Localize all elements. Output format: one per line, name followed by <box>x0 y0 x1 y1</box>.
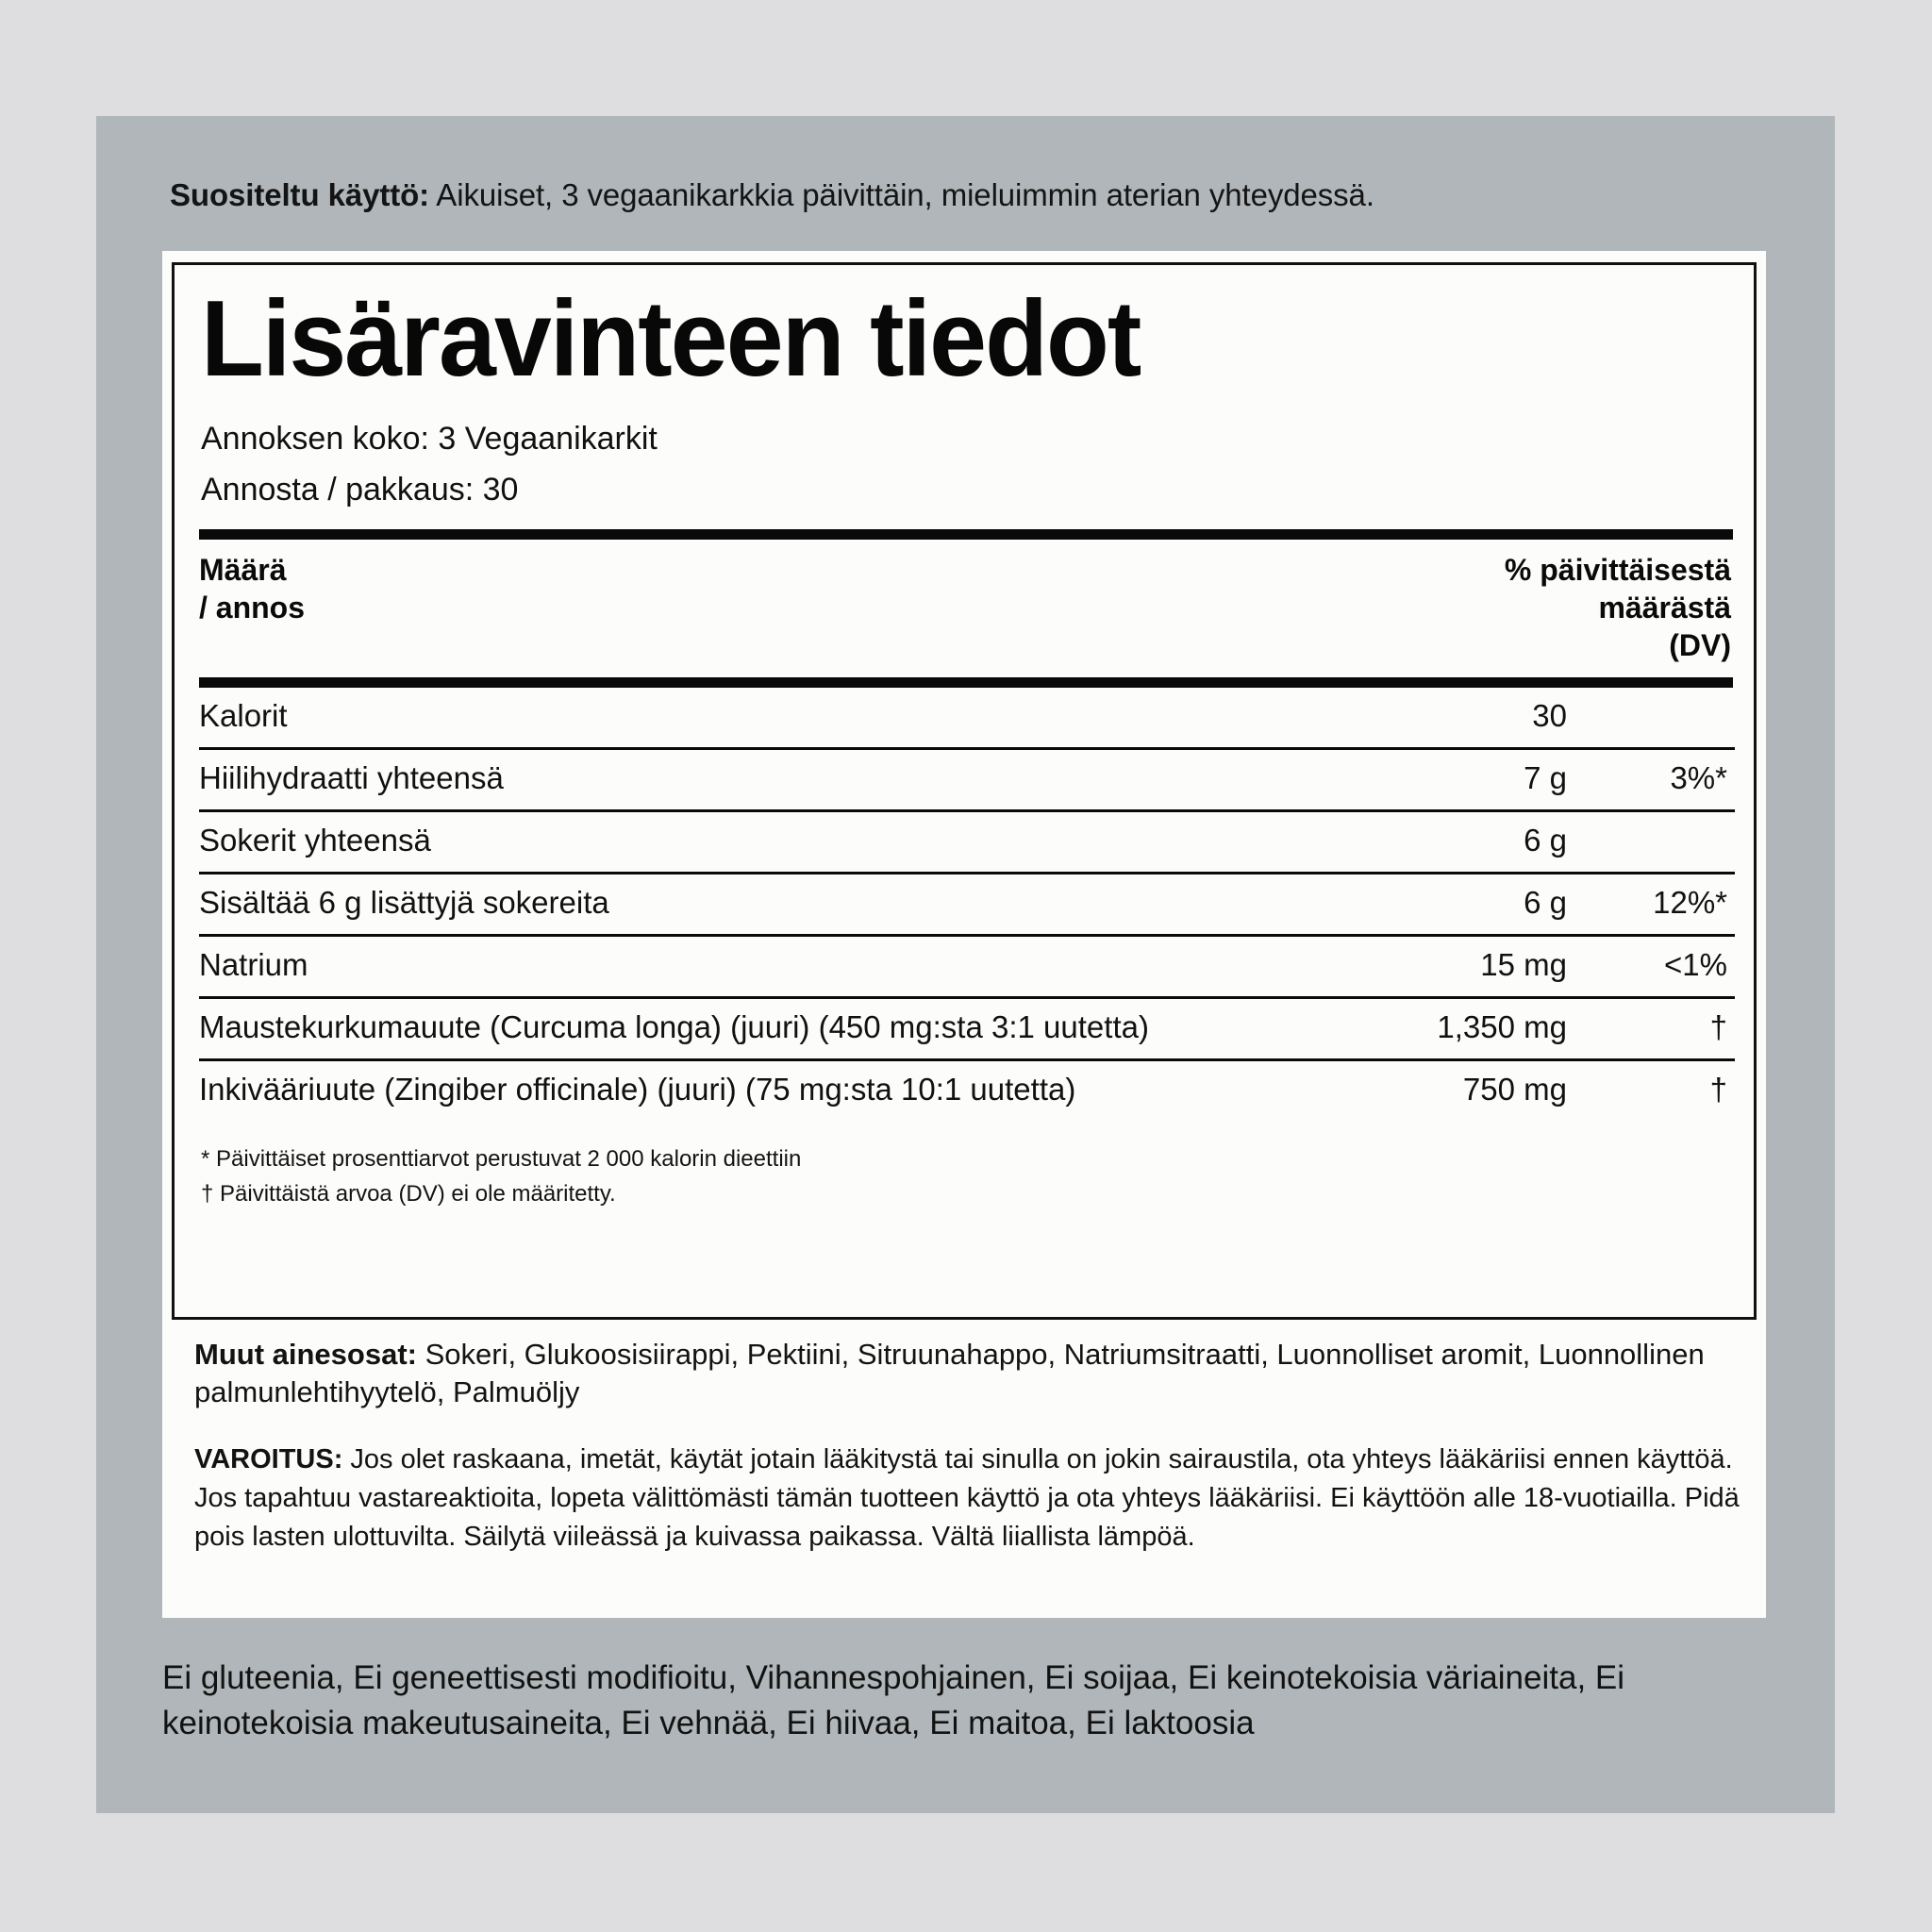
nutrient-name: Kalorit <box>199 688 1284 749</box>
amount-header-line1: Määrä <box>199 552 287 587</box>
nutrient-daily-value: † <box>1709 1071 1727 1107</box>
page-title: Lisäravinteen tiedot <box>201 279 1141 399</box>
nutrient-daily-value: 12%* <box>1576 873 1735 935</box>
dv-header-line1: % päivittäisestä <box>1504 552 1731 587</box>
footnote-dagger: † Päivittäistä arvoa (DV) ei ole määritetty. <box>201 1180 616 1207</box>
nutrient-daily-value <box>1576 688 1735 749</box>
nutrient-daily-value <box>1576 810 1735 873</box>
product-claims: Ei gluteenia, Ei geneettisesti modifioitu, Vihannespohjainen, Ei soijaa, Ei keinotekoisia väriaineita, Ei keinotekoisia makeutusaineita, Ei vehnää, Ei hiivaa, Ei maitoa, Ei laktoosia <box>162 1659 1625 1742</box>
nutrient-table <box>199 688 1735 1121</box>
nutrient-amount: 7 g <box>1284 748 1576 810</box>
dv-header-line2: määrästä <box>1598 590 1731 625</box>
suggested-use-line <box>170 175 1774 214</box>
table-row <box>199 810 1735 873</box>
nutrient-amount: 1,350 mg <box>1284 997 1576 1059</box>
amount-column-header <box>199 551 1325 664</box>
nutrient-amount: 750 mg <box>1462 1071 1567 1107</box>
nutrient-name: Hiilihydraatti yhteensä <box>199 748 1284 810</box>
nutrient-amount: 6 g <box>1284 810 1576 873</box>
suggested-use-label: Suositeltu käyttö: <box>170 177 430 212</box>
table-row <box>199 873 1735 935</box>
header-bottom-rule <box>199 677 1733 688</box>
footnotes <box>201 1141 1731 1211</box>
supplement-label-panel <box>96 116 1835 1813</box>
nutrient-amount: 15 mg <box>1284 935 1576 997</box>
table-row <box>199 688 1735 749</box>
nutrient-amount: 6 g <box>1284 873 1576 935</box>
nutrient-daily-value: † <box>1576 997 1735 1059</box>
nutrient-name: Sokerit yhteensä <box>199 810 1284 873</box>
dv-column-header <box>1325 551 1731 664</box>
supplement-facts-box <box>172 262 1757 1320</box>
nutrient-amount: 30 <box>1284 688 1576 749</box>
servings-per-container: Annosta / pakkaus: 30 <box>201 471 519 508</box>
nutrient-daily-value: 3%* <box>1576 748 1735 810</box>
table-row <box>199 935 1735 997</box>
nutrient-name: Sisältää 6 g lisättyjä sokereita <box>199 873 1284 935</box>
nutrient-name: Natrium <box>199 935 1284 997</box>
label-white-card <box>162 251 1766 1618</box>
warning-text: Jos olet raskaana, imetät, käytät jotain lääkitystä tai sinulla on jokin sairaustila, ota yhteys lääkäriisi ennen käyttöä. Jos tapahtuu vastareaktioita, lopeta välittömästi tämän tuotteen käyttö ja ota yhteys lääkäriisi. Ei käyttöön alle 18-vuotiailla. Pidä pois lasten ulottuvilta. Säilytä viileässä ja kuivassa paikassa. Vältä liiallista lämpöä. <box>194 1444 1740 1553</box>
warning-label: VAROITUS: <box>194 1444 343 1474</box>
serving-size: Annoksen koko: 3 Vegaanikarkit <box>201 421 658 457</box>
suggested-use-text: Aikuiset, 3 vegaanikarkkia päivittäin, mieluimmin aterian yhteydessä. <box>429 177 1374 212</box>
nutrient-name: Maustekurkumauute (Curcuma longa) (juuri) (450 mg:sta 3:1 uutetta) <box>199 997 1284 1059</box>
warning-block <box>194 1441 1741 1557</box>
nutrient-daily-value: <1% <box>1576 935 1735 997</box>
table-row <box>199 1059 1735 1121</box>
header-top-rule <box>199 529 1733 540</box>
nutrient-name: Inkivääriuute (Zingiber officinale) (juuri) (75 mg:sta 10:1 uutetta) <box>199 1071 1076 1107</box>
amount-header-line2: / annos <box>199 590 306 625</box>
other-ingredients-text: Sokeri, Glukoosisiirappi, Pektiini, Sitruunahappo, Natriumsitraatti, Luonnolliset aromit, Luonnollinen palmunlehtihyytelö, Palmuöljy <box>194 1338 1705 1409</box>
other-ingredients-label: Muut ainesosat: <box>194 1338 417 1371</box>
table-row <box>199 748 1735 810</box>
other-ingredients <box>194 1336 1741 1412</box>
dv-header-line3: (DV) <box>1669 627 1731 662</box>
footnote-asterisk: * Päivittäiset prosenttiarvot perustuvat 2 000 kalorin dieettiin <box>201 1145 802 1172</box>
table-row <box>199 997 1735 1059</box>
table-column-headers <box>199 551 1731 664</box>
